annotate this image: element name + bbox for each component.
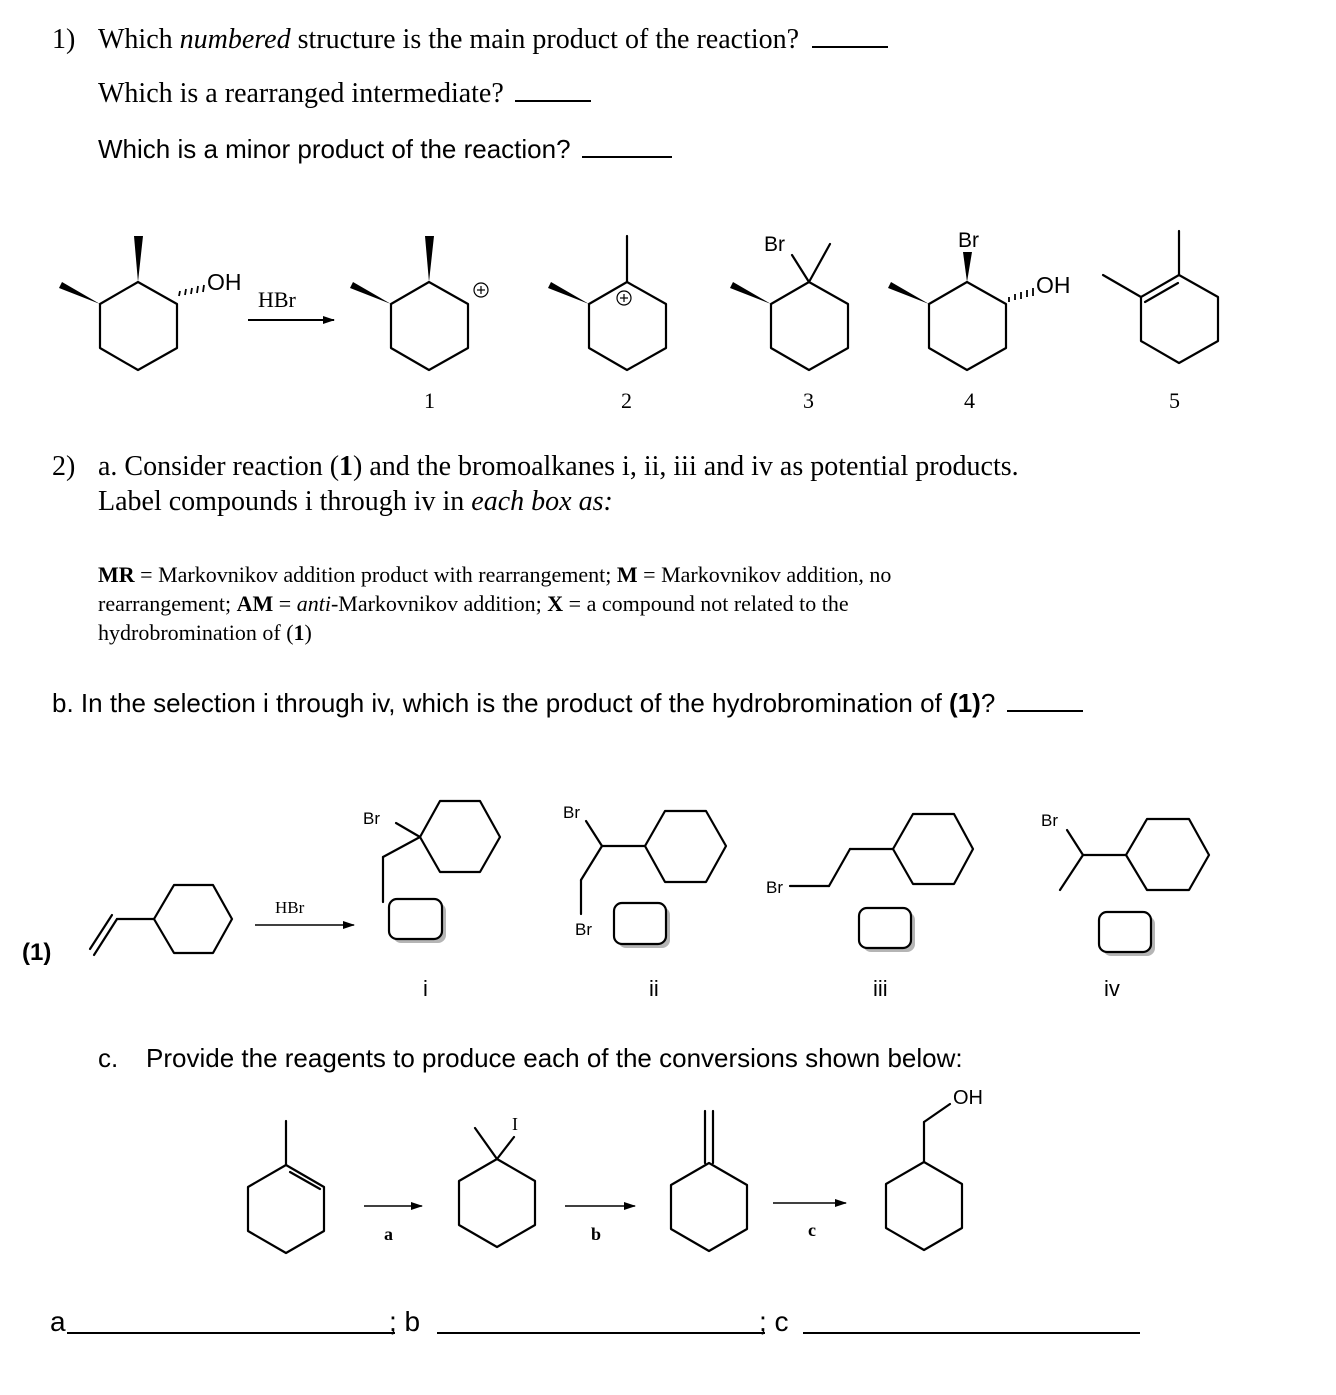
q1-line2: Which is a rearranged intermediate? (98, 78, 504, 109)
compound-ii (563, 803, 726, 1001)
reaction-1-label: (1) (22, 939, 52, 966)
methylenecyclohexane (671, 1111, 747, 1251)
label-3: 3 (803, 388, 814, 413)
oh-label-c: OH (953, 1087, 983, 1109)
q2b-bold: (1) (949, 688, 981, 718)
br-label-iv: Br (1041, 811, 1058, 830)
roman-i: i (423, 976, 428, 1001)
legend-am-eq: = (273, 591, 297, 616)
br-label: Br (764, 233, 785, 256)
vinylcyclohexane (90, 885, 232, 955)
answer-b-label: ; b (389, 1306, 421, 1337)
q2-number: 2) (52, 451, 76, 482)
br-label: Br (958, 229, 979, 252)
legend-line3-pre: hydrobromination of ( (98, 620, 294, 645)
roman-iv: iv (1104, 976, 1120, 1001)
methylcyclohexene (248, 1121, 324, 1253)
answer-box-i[interactable] (389, 899, 442, 939)
legend-mr-key: MR (98, 562, 135, 587)
q2c-marker: c. (98, 1043, 119, 1073)
answer-box-iv[interactable] (1099, 912, 1151, 952)
br-label-i: Br (363, 809, 380, 828)
q2a-line1-post: ) and the bromoalkanes i, ii, iii and iv as potential products. (353, 451, 1019, 482)
q1-line3: Which is a minor product of the reaction? (98, 134, 571, 164)
compound-i (363, 801, 500, 1001)
q1-line1-pre: Which (98, 24, 180, 55)
arrow-label-b: b (591, 1224, 602, 1244)
answer-box-iii[interactable] (859, 908, 911, 948)
compound-iv (1041, 811, 1209, 1001)
cyclohexylmethanol (886, 1087, 983, 1250)
label-1: 1 (424, 388, 435, 413)
answer-c-label: ; c (759, 1306, 789, 1337)
reagent-hbr-2: HBr (275, 898, 305, 917)
legend-line3-bold: 1 (293, 620, 305, 645)
br-label-iii: Br (766, 878, 783, 897)
label-4: 4 (964, 388, 975, 413)
q2a-line1-pre: a. Consider reaction ( (98, 451, 340, 482)
label-2: 2 (621, 388, 632, 413)
reagent-hbr: HBr (258, 287, 296, 312)
legend-line3-post: ) (304, 620, 312, 645)
legend-line2-pre: rearrangement; (98, 591, 237, 616)
legend-am-key: AM (236, 591, 274, 616)
legend-m-key: M (616, 562, 638, 587)
q2a-line1-bold: 1 (339, 451, 354, 482)
q2b-pre: b. In the selection i through iv, which is the product of the hydrobromination of (52, 688, 950, 718)
roman-ii: ii (649, 976, 659, 1001)
q2a-line2-em: each box as: (471, 486, 613, 517)
answer-a-label: a (50, 1306, 66, 1337)
q2b-post: ? (980, 688, 996, 718)
q2a-line2-pre: Label compounds i through iv in (98, 486, 472, 517)
q1-number: 1) (52, 24, 76, 55)
roman-iii: iii (873, 976, 888, 1001)
oh-label: OH (1036, 272, 1071, 298)
q1-line1-post: structure is the main product of the reaction? (290, 24, 800, 55)
arrow-label-c: c (808, 1220, 816, 1240)
oh-label: OH (207, 269, 242, 295)
q1-line1-em: numbered (179, 24, 291, 55)
legend-mr-text: = Markovnikov addition product with rearrangement; (134, 562, 617, 587)
iodo-label: I (512, 1114, 518, 1134)
label-5: 5 (1169, 388, 1180, 413)
legend-anti: anti (296, 591, 331, 616)
answer-box-ii[interactable] (614, 903, 666, 944)
compound-iii (766, 814, 973, 1001)
legend-x-text: = a compound not related to the (563, 591, 849, 616)
legend-x-key: X (547, 591, 564, 616)
br-label-ii-top: Br (563, 803, 580, 822)
iodo-methylcyclohexane (459, 1114, 535, 1247)
legend-m-text: = Markovnikov addition, no (637, 562, 892, 587)
q2c-text: Provide the reagents to produce each of the conversions shown below: (146, 1043, 963, 1073)
br-label-ii-bottom: Br (575, 920, 592, 939)
legend-am-text: -Markovnikov addition; (330, 591, 548, 616)
arrow-label-a: a (384, 1224, 393, 1244)
